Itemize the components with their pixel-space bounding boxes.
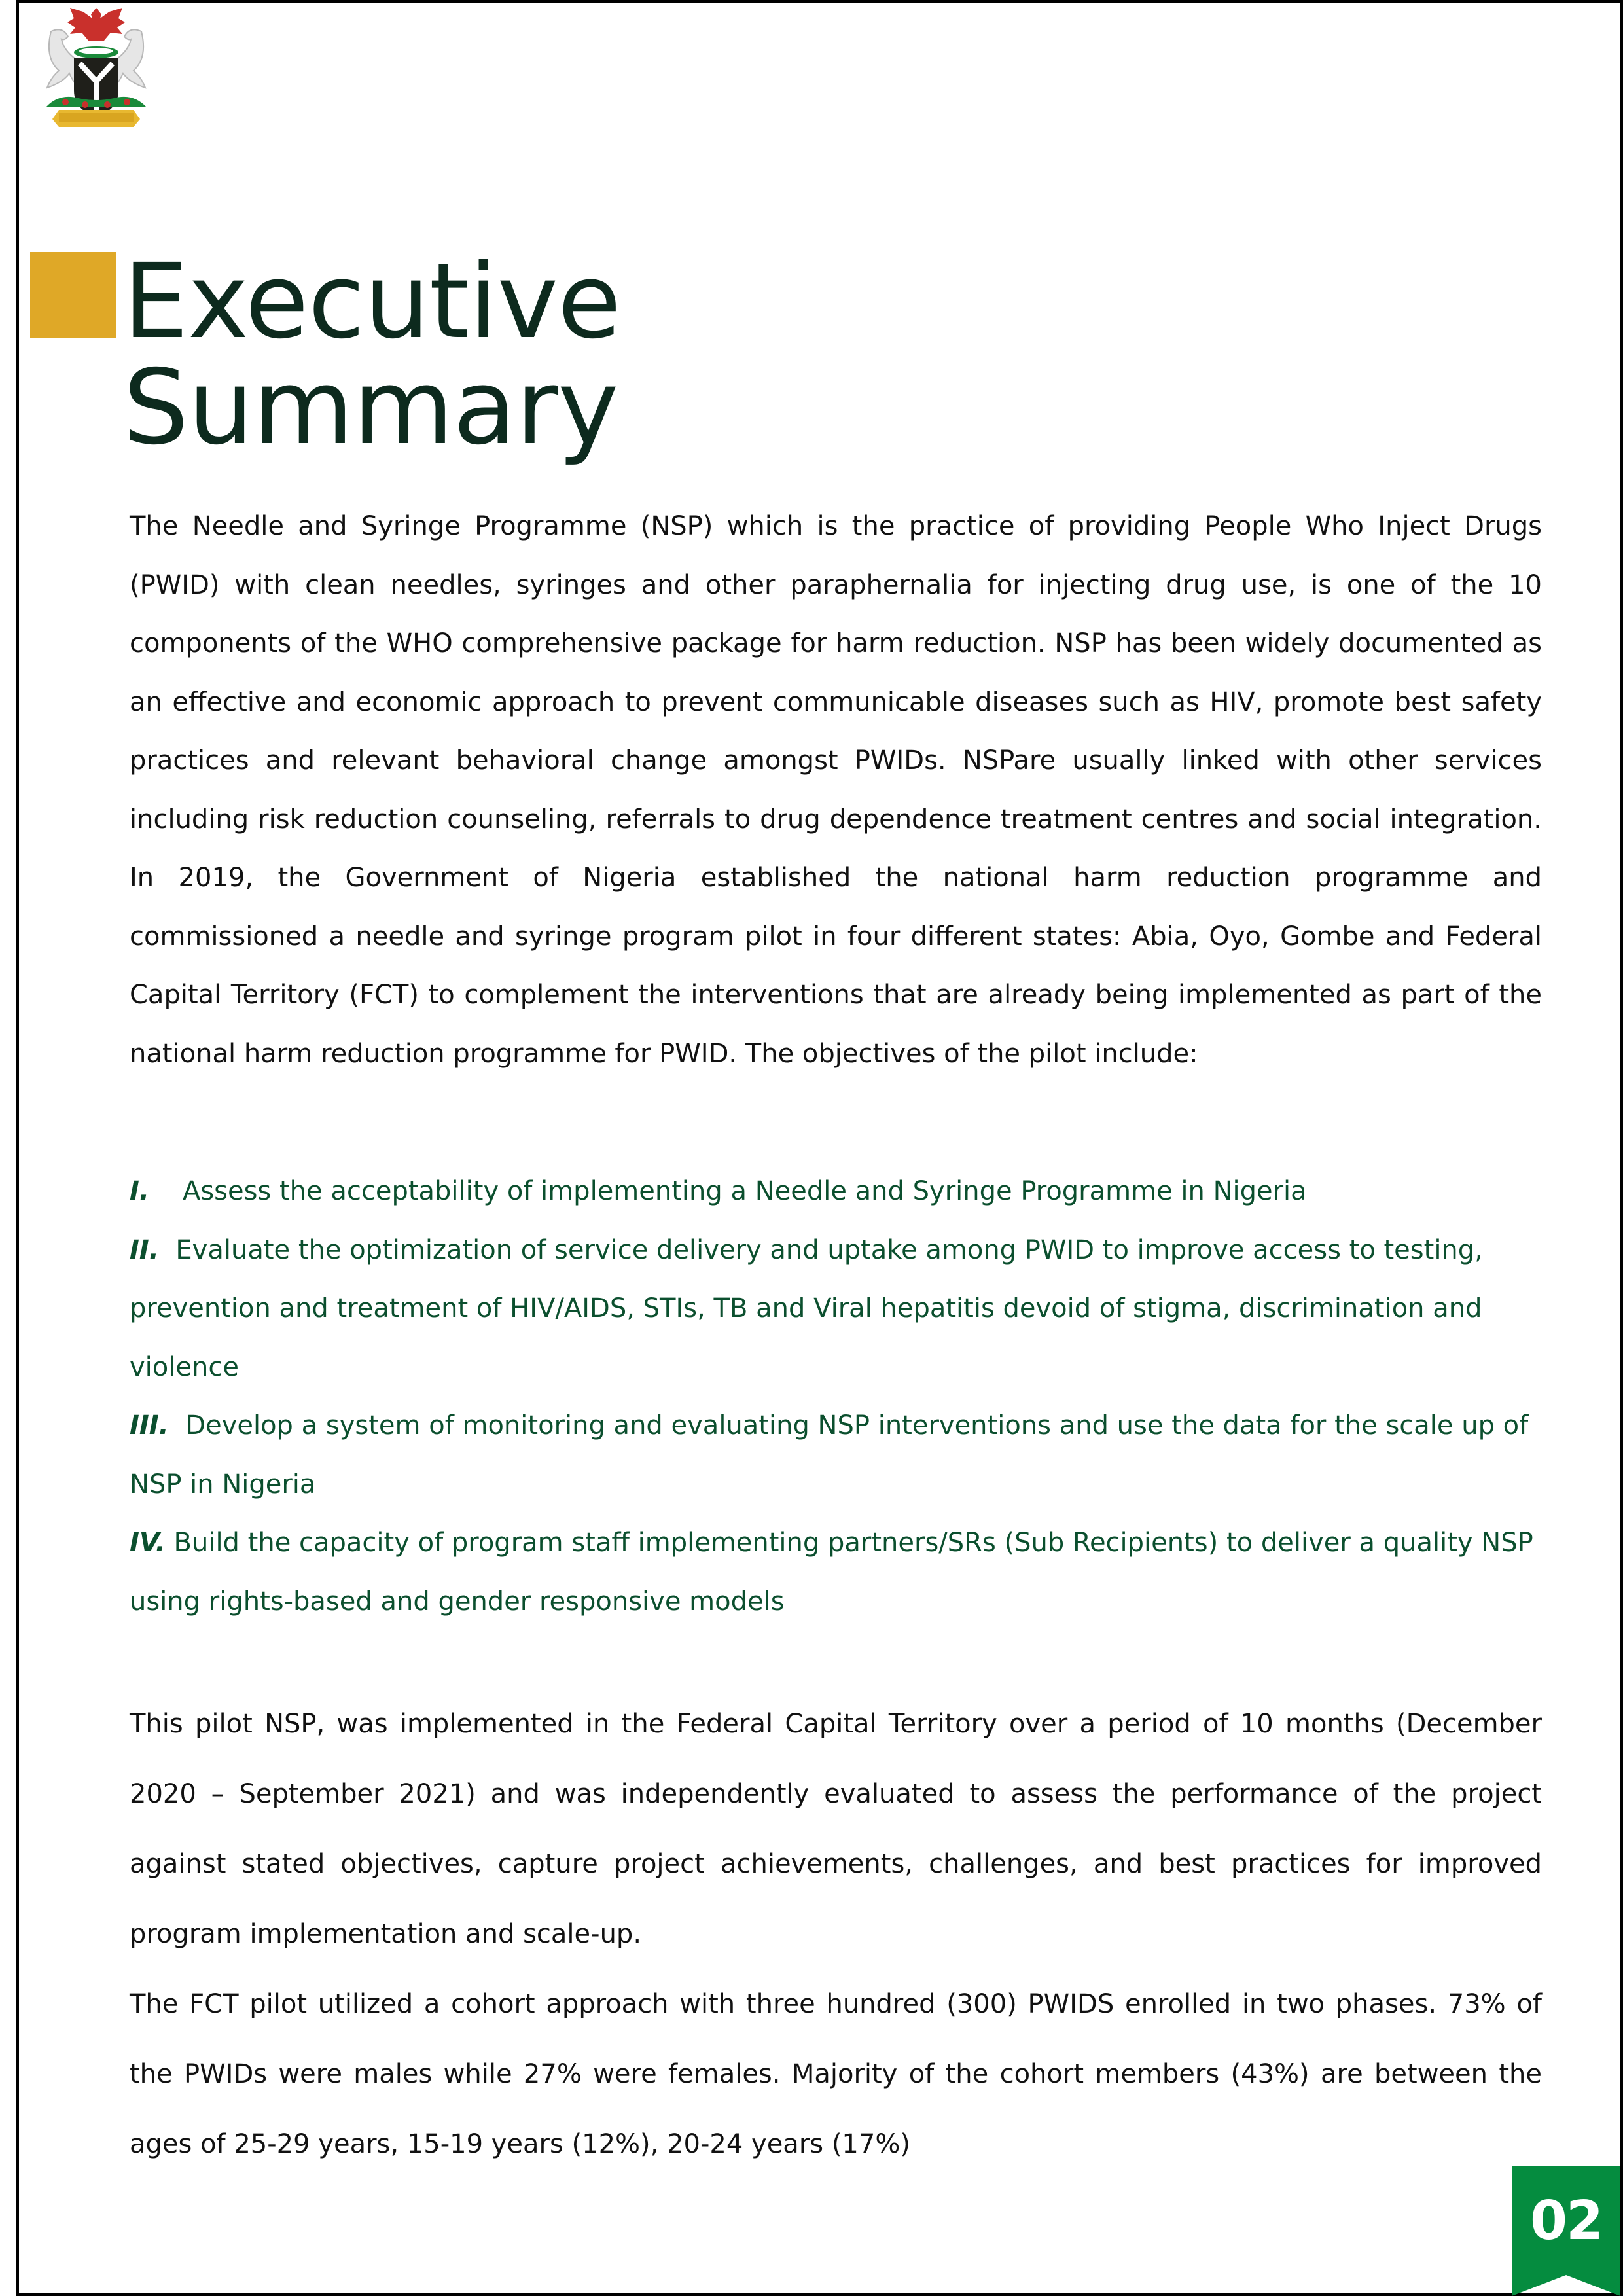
- objective-text: Develop a system of monitoring and evaluating NSP interventions and use the data for the scale up of NSP in Nigeria: [130, 1410, 1529, 1499]
- objective-item: [130, 1162, 1542, 1221]
- intro-paragraph: The Needle and Syringe Programme (NSP) which is the practice of providing People Who Inject Drugs (PWID) with clean needles, syringes and other paraphernalia for injecting drug use, is one of the 10 components of the WHO comprehensive package for harm reduction. NSP has been widely documented as an effective and economic approach to prevent communicable diseases such as HIV, promote best safety practices and relevant behavioral change amongst PWIDs. NSPare usually linked with other services including risk reduction counseling, referrals to drug dependence treatment centres and social integration. In 2019, the Government of Nigeria established the national harm reduction programme and commissioned a needle and syringe program pilot in four different states: Abia, Oyo, Gombe and Federal Capital Territory (FCT) to complement the interventions that are already being implemented as part of the national harm reduction programme for PWID. The objectives of the pilot include:: [130, 511, 1542, 1069]
- objective-text: Build the capacity of program staff implementing partners/SRs (Sub Recipients) to deliver a quality NSP using rights-based and gender responsive models: [130, 1528, 1533, 1617]
- page-number: 02: [1529, 2190, 1603, 2252]
- objective-numeral: II.: [130, 1234, 159, 1265]
- page-title-line-1: Executive: [123, 242, 621, 362]
- objective-numeral: I.: [130, 1176, 150, 1206]
- objective-numeral: III.: [130, 1410, 169, 1441]
- objective-text: Assess the acceptability of implementing a Needle and Syringe Programme in Nigeria: [182, 1176, 1307, 1206]
- objective-numeral: IV.: [130, 1528, 166, 1558]
- objective-item: [130, 1397, 1542, 1514]
- objective-item: [130, 1514, 1542, 1631]
- title-marker: [30, 252, 116, 338]
- page-title-line-2: Summary: [123, 348, 618, 468]
- page-title: [123, 242, 621, 468]
- objective-item: [130, 1221, 1542, 1397]
- nigeria-coat-of-arms-icon: [20, 3, 173, 131]
- objectives-list: [130, 1162, 1542, 1631]
- objective-text: Evaluate the optimization of service delivery and uptake among PWID to improve access to testing, prevention and treatment of HIV/AIDS, STIs, TB and Viral hepatitis devoid of stigma, discrimination and violence: [130, 1234, 1483, 1382]
- cohort-paragraph: The FCT pilot utilized a cohort approach with three hundred (300) PWIDS enrolled in two phases. 73% of the PWIDs were males while 27% were females. Majority of the cohort members (43%) are between the ages of 25-29 years, 15-19 years (12%), 20-24 years (17%): [130, 1989, 1542, 2159]
- pilot-paragraph: This pilot NSP, was implemented in the Federal Capital Territory over a period of 10 months (December 2020 – September 2021) and was independently evaluated to assess the performance of the project against stated objectives, capture project achievements, challenges, and best practices for improved program implementation and scale-up.: [130, 1709, 1542, 1949]
- page-number-badge: [1512, 2166, 1620, 2296]
